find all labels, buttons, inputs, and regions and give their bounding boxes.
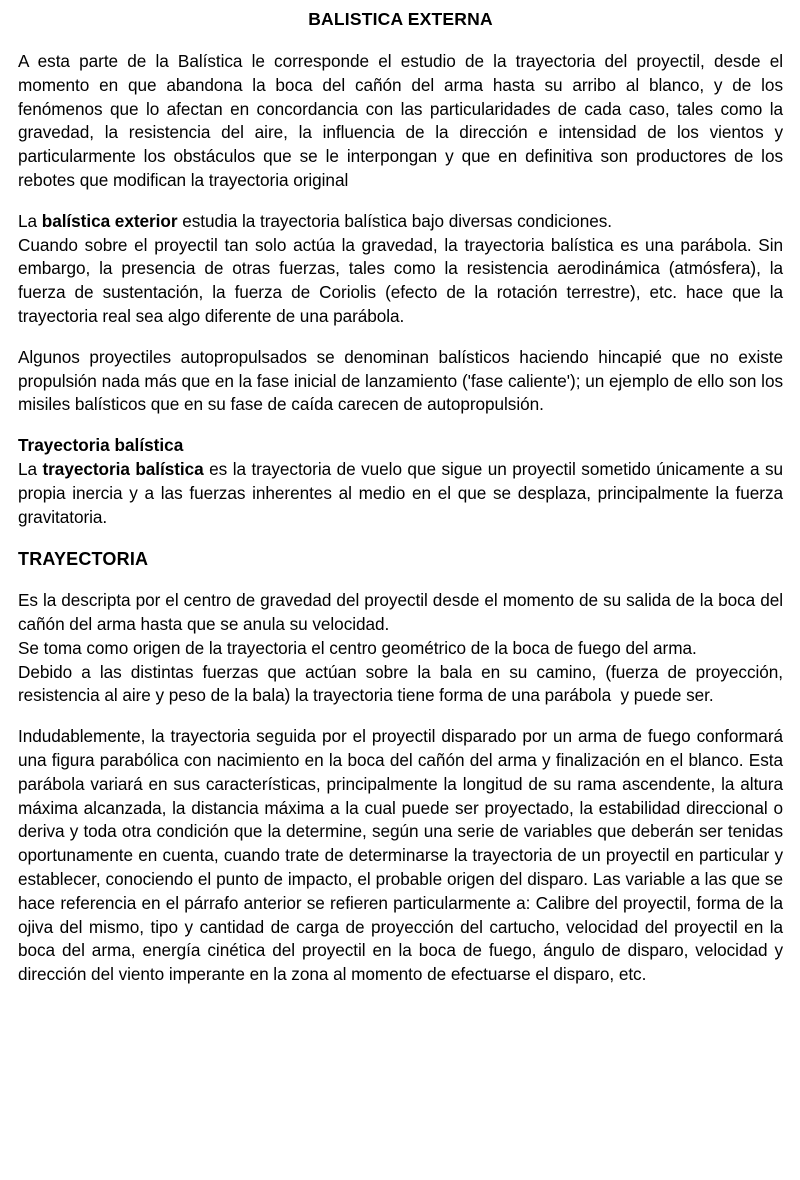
paragraph-trayectoria-descripta: Es la descripta por el centro de gravedad del proyectil desde el momento de su salida de la boca del cañón del arma hasta que se anula su velocidad.	[18, 590, 783, 634]
text-lead: La	[18, 210, 42, 231]
page-title: BALISTICA EXTERNA	[308, 9, 493, 29]
emphasis-balistica-exterior: balística exterior	[41, 210, 178, 231]
spacer	[18, 417, 783, 434]
text-tail: es la trayectoria de vuelo que sigue un proyectil sometido únicamente a su propia inercia y a las fuerzas inherentes al medio en el que se desplaza, principalmente la fuerza gravitatoria.	[18, 458, 784, 527]
paragraph-trayectoria-balistica-def	[18, 458, 783, 529]
paragraph-intro: A esta parte de la Balística le corresponde el estudio de la trayectoria del proyectil, desde el momento en que abandona la boca del cañón del arma hasta su arribo al blanco, y de los fenómenos que lo afectan en concordancia con las particularidades de cada caso, tales como la gravedad, la resistencia del aire, la influencia de la dirección e intensidad de los vientos y particularmente los obstáculos que se le interpongan y que en definitiva son productores de los rebotes que modifican la trayectoria original	[18, 51, 783, 190]
text-lead: La	[18, 458, 43, 479]
paragraph-indudablemente: Indudablemente, la trayectoria seguida por el proyectil disparado por un arma de fuego conformará una figura parabólica con nacimiento en la boca del cañón del arma y finalización en el blanco. Esta parábola variará en sus características, principalmente la longitud de su rama ascendente, la altura máxima alcanzada, la distancia máxima a la cual puede ser proyectado, la estabilidad direccional o deriva y toda otra condición que la determine, según una serie de variables que deberán ser tenidas oportunamente en cuenta, cuando trate de determinarse la trayectoria de un proyectil en particular y establecer, conociendo el punto de impacto, el probable origen del disparo. Las variable a las que se hace referencia en el párrafo anterior se refieren particularmente a: Calibre del proyectil, forma de la ojiva del mismo, tipo y cantidad de carga de proyección del cartucho, velocidad del proyectil en la boca del arma, energía cinética del proyectil en la boca de fuego, ángulo de disparo, velocidad y dirección del viento imperante en la zona al momento de efectuarse el disparo, etc.	[18, 726, 783, 985]
paragraph-balistica-exterior-def	[18, 210, 783, 234]
paragraph-autopropulsados: Algunos proyectiles autopropulsados se denominan balísticos haciendo hincapié que no existe propulsión nada más que en la fase inicial de lanzamiento ('fase caliente'); un ejemplo de ello son los misiles balísticos que en su fase de caída carecen de autopropulsión.	[18, 346, 783, 415]
spacer	[18, 708, 783, 725]
emphasis-trayectoria-balistica: trayectoria balística	[42, 458, 204, 479]
spacer	[18, 193, 783, 210]
paragraph-trayectoria-origen: Se toma como origen de la trayectoria el centro geométrico de la boca de fuego del arma.	[18, 637, 697, 658]
heading-trayectoria: TRAYECTORIA	[18, 549, 149, 570]
paragraph-parabola: Cuando sobre el proyectil tan solo actúa la gravedad, la trayectoria balística es una parábola. Sin embargo, la presencia de otras fuerzas, tales como la resistencia aerodinámica (atmósfera), la fuerza de sustentación, la fuerza de Coriolis (efecto de la rotación terrestre), etc. hace que la trayectoria real sea algo diferente de una parábola.	[18, 234, 783, 326]
paragraph-trayectoria-fuerzas: Debido a las distintas fuerzas que actúan sobre la bala en su camino, (fuerza de proyección, resistencia al aire y peso de la bala) la trayectoria tiene forma de una parábola y puede ser.	[18, 661, 788, 706]
spacer	[18, 329, 783, 346]
spacer	[18, 31, 783, 50]
spacer	[18, 529, 783, 548]
heading-trayectoria-balistica: Trayectoria balística	[18, 435, 184, 456]
spacer	[18, 572, 783, 589]
text-tail: estudia la trayectoria balística bajo diversas condiciones.	[177, 210, 613, 231]
